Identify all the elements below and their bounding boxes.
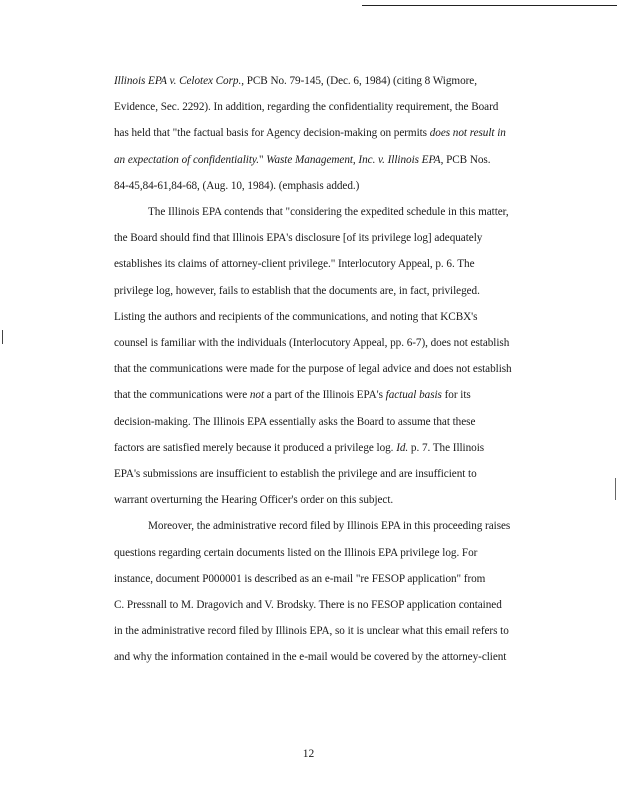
text-span: for its bbox=[441, 389, 471, 402]
text-span: in the administrative record filed by Illinois EPA, so it is unclear what this email refers to bbox=[114, 625, 509, 638]
text-span: C. Pressnall to M. Dragovich and V. Brodsky. There is no FESOP application contained bbox=[114, 599, 502, 611]
text-line bbox=[114, 624, 554, 638]
text-span: that the communications were bbox=[114, 389, 250, 402]
text-line bbox=[114, 231, 554, 245]
text-span: questions regarding certain documents listed on the Illinois EPA privilege log. For bbox=[114, 546, 478, 559]
scan-edge-mark bbox=[2, 330, 3, 344]
text-span: , PCB No. 79-145, (Dec. 6, 1984) (citing 8 Wigmore, bbox=[241, 75, 477, 87]
text-span: The Illinois EPA contends that "considering the expedited schedule in this matter, bbox=[148, 206, 509, 218]
scan-border-line bbox=[362, 5, 617, 6]
text-span: has held that "the factual basis for Agency decision-making on permits bbox=[114, 127, 430, 140]
text-line bbox=[114, 362, 554, 376]
italic-text: does not result in bbox=[429, 127, 506, 140]
text-line bbox=[148, 205, 554, 219]
text-span: 84-45,84-61,84-68, (Aug. 10, 1984). (emphasis added.) bbox=[114, 179, 360, 192]
text-span: the Board should find that Illinois EPA's disclosure [of its privilege log] adequately bbox=[114, 232, 483, 245]
page-number: 12 bbox=[302, 748, 315, 760]
scan-edge-mark bbox=[615, 478, 616, 500]
text-line bbox=[114, 598, 554, 612]
text-span: EPA's submissions are insufficient to establish the privilege and are insufficient to bbox=[114, 468, 477, 480]
italic-text: Illinois EPA v. Celotex Corp. bbox=[114, 75, 242, 87]
text-span: and why the information contained in the e-mail would be covered by the attorney-client bbox=[114, 651, 507, 664]
text-line bbox=[114, 467, 554, 481]
text-span: " bbox=[258, 153, 267, 166]
text-line bbox=[114, 493, 554, 507]
text-line bbox=[114, 284, 554, 298]
text-span: privilege log, however, fails to establish that the documents are, in fact, privileged. bbox=[114, 284, 480, 297]
text-span: warrant overturning the Hearing Officer's order on this subject. bbox=[114, 494, 394, 507]
italic-text: factual basis bbox=[385, 389, 442, 402]
text-span: decision-making. The Illinois EPA essentially asks the Board to assume that these bbox=[114, 415, 476, 428]
text-line bbox=[114, 572, 554, 586]
text-line bbox=[114, 546, 554, 560]
text-line bbox=[114, 415, 554, 429]
text-line bbox=[114, 257, 554, 271]
text-line bbox=[148, 519, 554, 533]
italic-text: not bbox=[249, 389, 265, 402]
text-span: that the communications were made for the purpose of legal advice and does not establish bbox=[114, 363, 512, 376]
text-line bbox=[114, 126, 554, 140]
text-line bbox=[114, 179, 554, 193]
text-span: a part of the Illinois EPA's bbox=[264, 389, 386, 402]
text-line bbox=[114, 336, 554, 350]
text-span: , PCB Nos. bbox=[440, 153, 491, 166]
text-span: instance, document P000001 is described as an e-mail "re FESOP application" from bbox=[114, 572, 486, 585]
text-span: Moreover, the administrative record filed by Illinois EPA in this proceeding raises bbox=[148, 520, 511, 533]
text-span: establishes its claims of attorney-client privilege." Interlocutory Appeal, p. 6. The bbox=[114, 258, 475, 271]
text-span: factors are satisfied merely because it produced a privilege log. bbox=[114, 441, 397, 454]
text-span: p. 7. The Illinois bbox=[408, 441, 485, 454]
italic-text: Waste Management, Inc. v. Illinois EPA bbox=[266, 153, 441, 166]
text-line bbox=[114, 441, 554, 455]
text-line bbox=[114, 310, 554, 324]
text-span: Evidence, Sec. 2292). In addition, regarding the confidentiality requirement, the Board bbox=[114, 101, 499, 114]
text-line bbox=[114, 100, 554, 114]
text-line bbox=[114, 650, 554, 664]
text-span: Listing the authors and recipients of the communications, and noting that KCBX's bbox=[114, 310, 478, 323]
text-span: counsel is familiar with the individuals (Interlocutory Appeal, pp. 6-7), does not establish bbox=[114, 337, 510, 349]
italic-text: Id. bbox=[396, 441, 409, 454]
text-line bbox=[114, 74, 554, 88]
text-line bbox=[114, 153, 554, 167]
italic-text: an expectation of confidentiality. bbox=[114, 153, 259, 166]
text-line bbox=[114, 388, 554, 402]
